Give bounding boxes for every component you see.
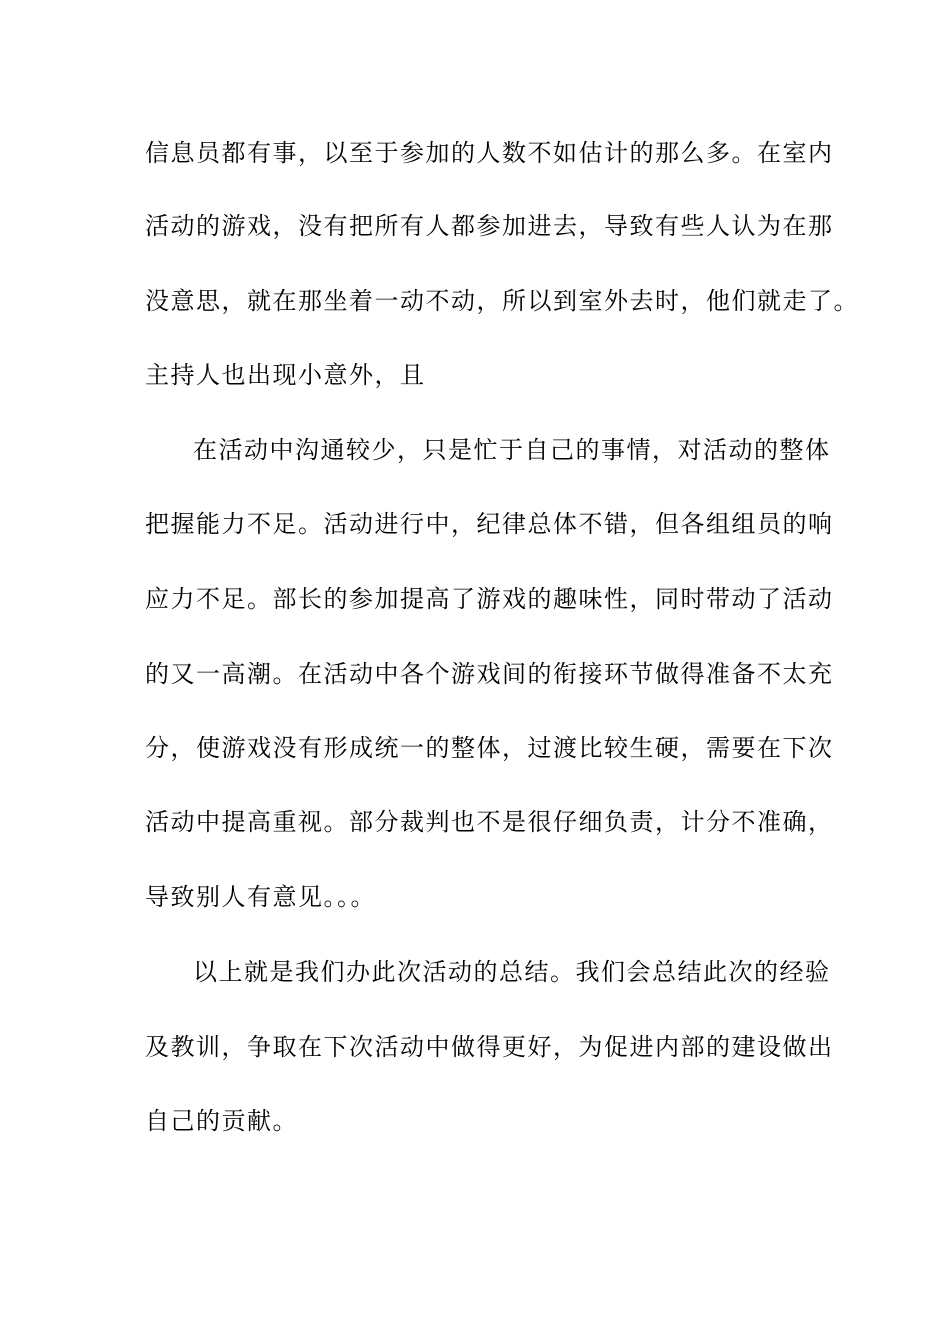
text-line: 分，使游戏没有形成统一的整体，过渡比较生硬，需要在下次 [145,734,834,762]
text-line: 没意思，就在那坐着一动不动，所以到室外去时，他们就走了。 [145,287,859,315]
text-line: 自己的贡献。 [145,1107,298,1135]
text-line: 主持人也出现小意外，且 [145,361,426,389]
text-line: 活动中提高重视。部分裁判也不是很仔细负责，计分不准确， [145,808,834,836]
text-line: 及教训，争取在下次活动中做得更好，为促进内部的建设做出 [145,1033,834,1061]
text-line: 的又一高潮。在活动中各个游戏间的衔接环节做得准备不太充 [145,660,834,688]
text-line: 活动的游戏，没有把所有人都参加进去，导致有些人认为在那 [145,212,834,240]
paragraph-start-line: 在活动中沟通较少，只是忙于自己的事情，对活动的整体 [193,436,831,464]
text-line: 信息员都有事，以至于参加的人数不如估计的那么多。在室内 [145,139,834,167]
text-line: 应力不足。部长的参加提高了游戏的趣味性，同时带动了活动 [145,585,834,613]
paragraph-start-line: 以上就是我们办此次活动的总结。我们会总结此次的经验 [193,958,831,986]
text-line: 导致别人有意见。。。 [145,883,376,911]
text-line: 把握能力不足。活动进行中，纪律总体不错，但各组组员的响 [145,510,834,538]
